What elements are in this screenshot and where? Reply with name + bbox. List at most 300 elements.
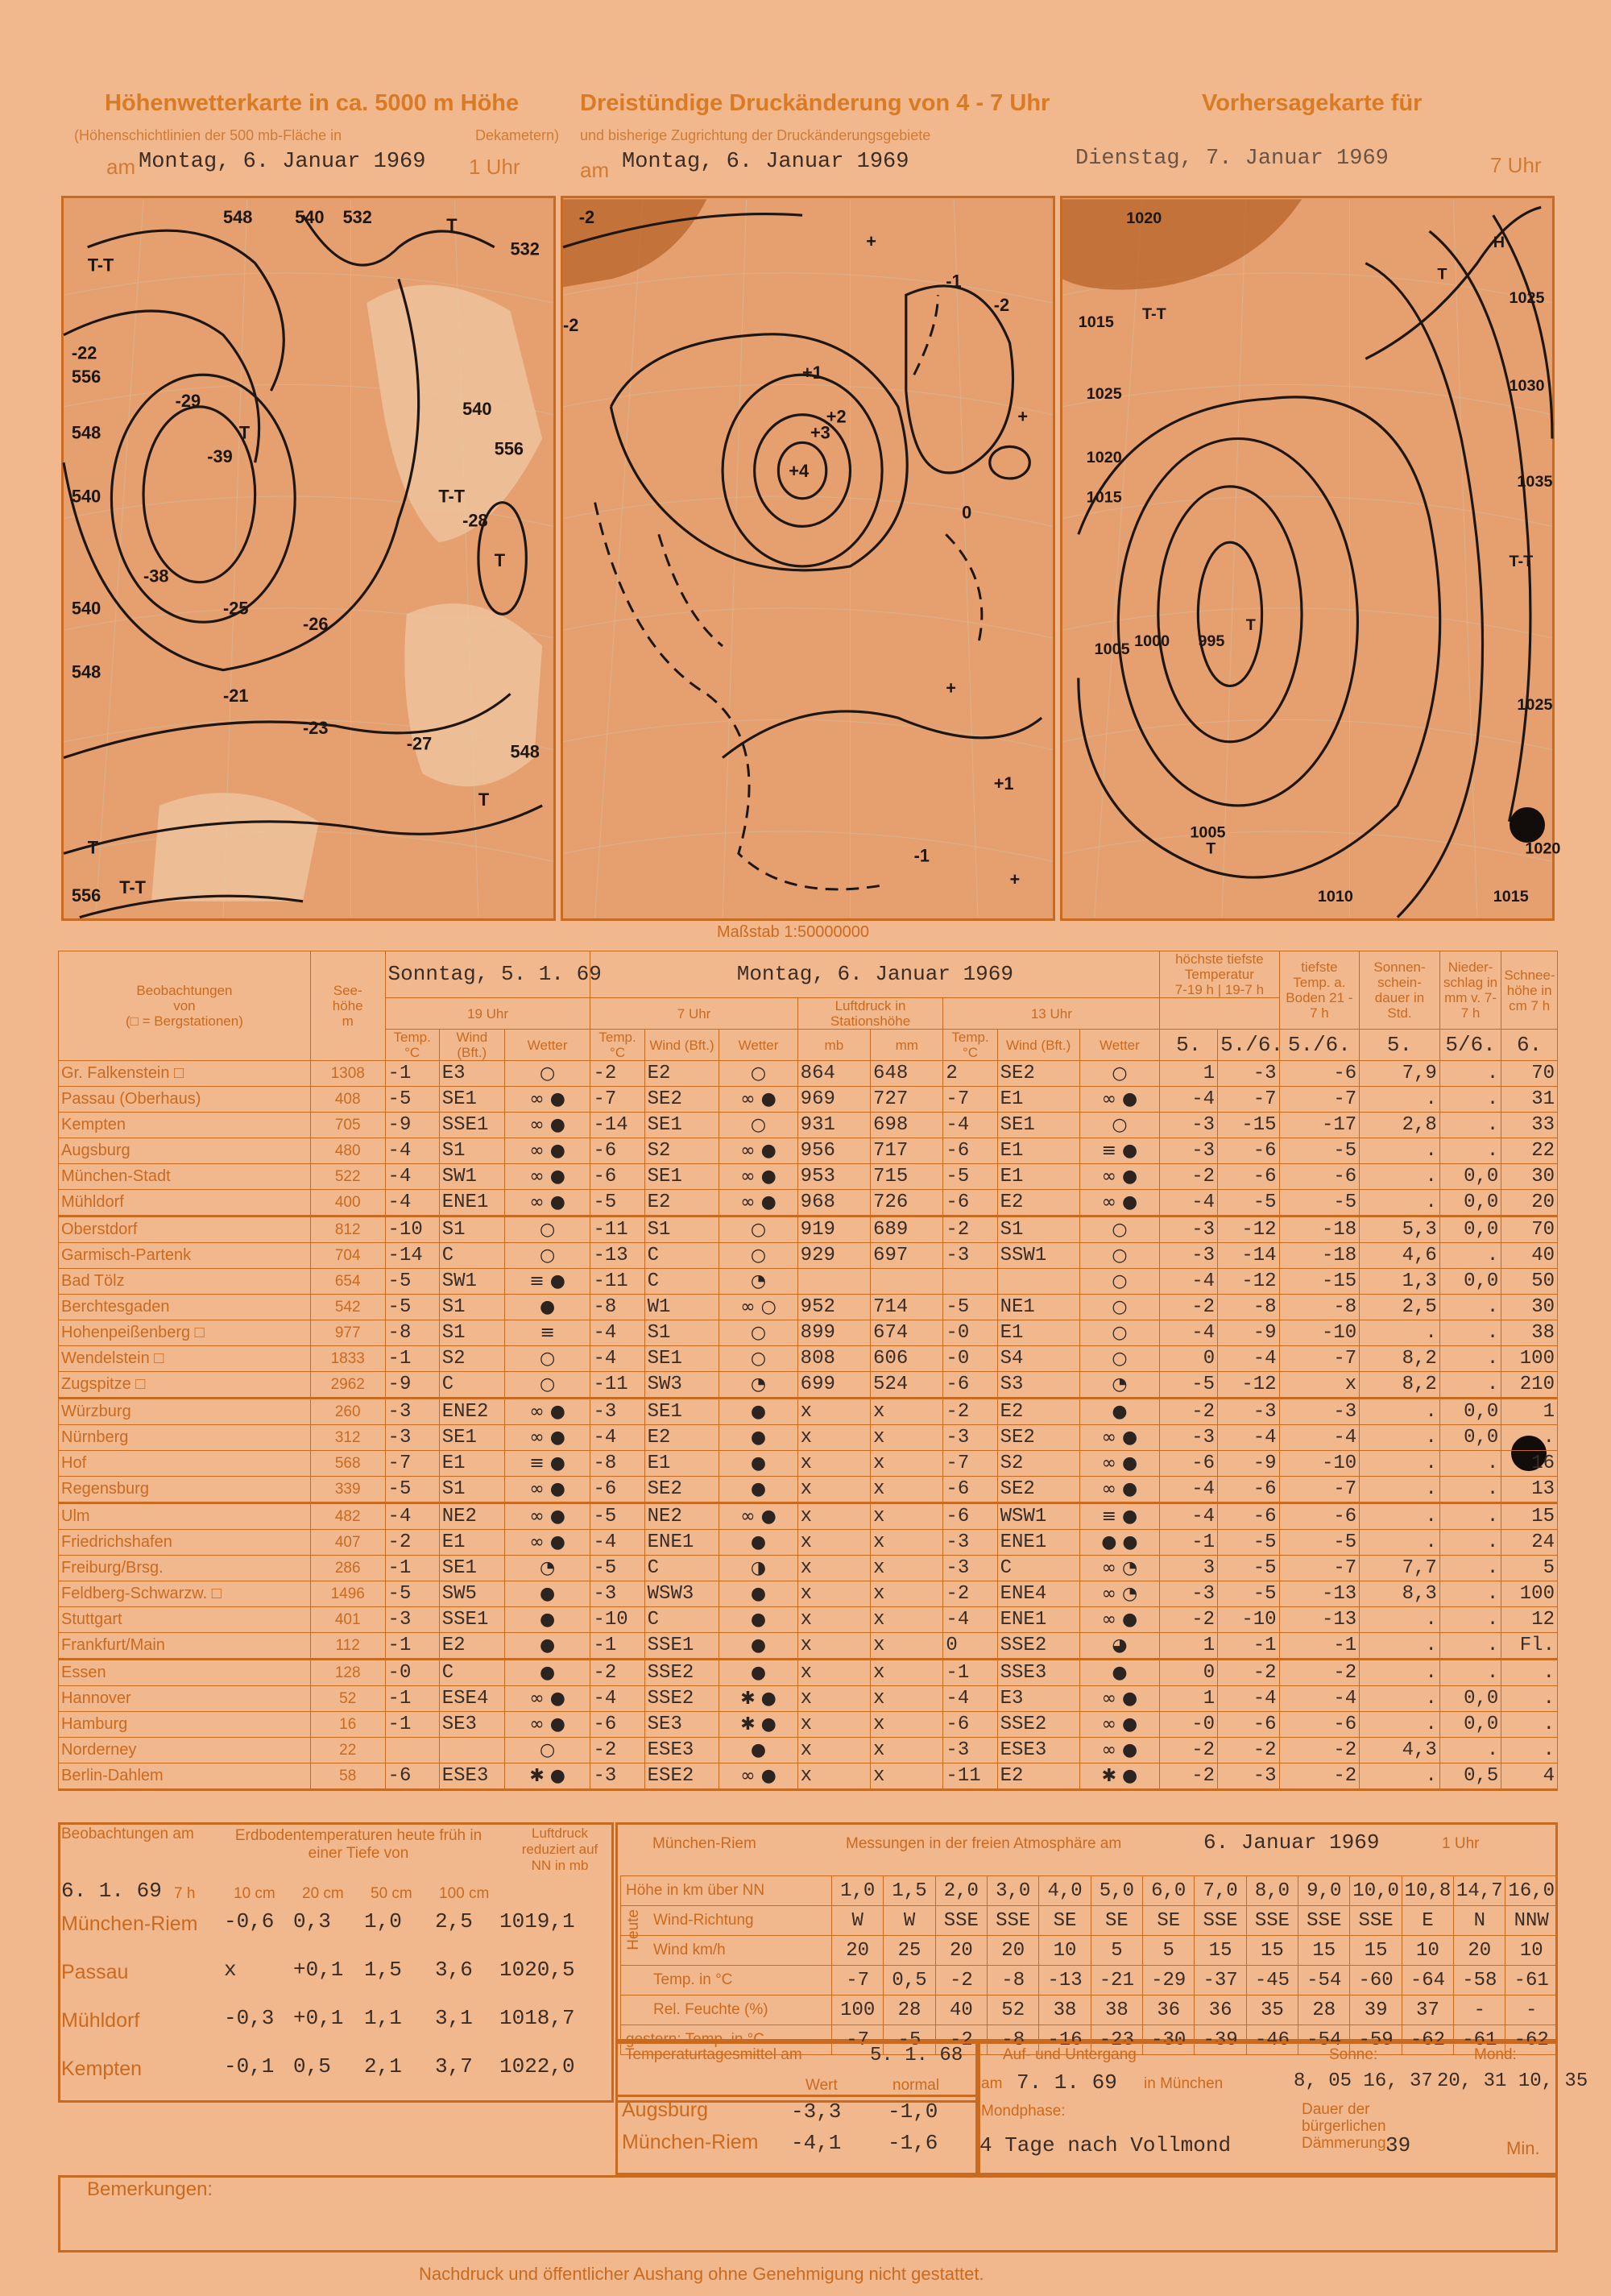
cell-station: Hannover (59, 1686, 311, 1712)
map-scale: Maßstab 1:50000000 (717, 923, 870, 941)
cell-p-mm (871, 1269, 943, 1295)
cell-p-mm: x (871, 1530, 943, 1556)
cell-tmax: -2 (1160, 1738, 1218, 1763)
cell-tmax: -2 (1160, 1164, 1218, 1190)
cell-snow: . (1501, 1712, 1558, 1738)
cell-wx7: ● (719, 1425, 797, 1451)
atmos-value: 38 (1091, 1996, 1142, 2025)
cell-snow: . (1501, 1660, 1558, 1686)
atmos-value: -2 (935, 2025, 987, 2055)
atmos-value: 35 (1246, 1996, 1298, 2025)
cell-wind7: ESE3 (644, 1738, 719, 1763)
cell-snow: 50 (1501, 1269, 1558, 1295)
cell-tmax: -2 (1160, 1763, 1218, 1790)
svg-text:T-T: T-T (87, 255, 114, 276)
cell-t7: -3 (590, 1399, 644, 1425)
svg-text:+: + (866, 230, 877, 251)
svg-text:+: + (946, 678, 957, 698)
cell-elevation: 260 (310, 1399, 385, 1425)
cell-p-mb: x (797, 1686, 870, 1712)
cell-tground: -10 (1279, 1320, 1360, 1346)
ground-value: -0,6 (224, 1909, 275, 1933)
cell-wind7: NE2 (644, 1503, 719, 1530)
svg-text:1020: 1020 (1126, 209, 1162, 228)
cell-wx7: ∞ ● (719, 1087, 797, 1113)
cell-station: Nürnberg (59, 1425, 311, 1451)
cell-wind13: E2 (997, 1190, 1079, 1216)
ground-value: 3,7 (435, 2054, 473, 2078)
cell-elevation: 312 (310, 1425, 385, 1451)
atmos-value: -7 (832, 2025, 884, 2055)
atmos-value: SSE (935, 1906, 987, 1936)
cell-snow: 33 (1501, 1113, 1558, 1138)
cell-t13: -7 (943, 1087, 997, 1113)
atmos-value: -8 (988, 2025, 1039, 2055)
cell-t13 (943, 1269, 997, 1295)
table-row (59, 1763, 1558, 1790)
atmos-height: 4,0 (1039, 1876, 1091, 1906)
cell-station: Hohenpeißenberg □ (59, 1320, 311, 1346)
cell-t19: -14 (385, 1243, 439, 1269)
atmos-value: SSE (1298, 1906, 1350, 1936)
cell-tmin: -5 (1218, 1530, 1279, 1556)
cell-tground: -6 (1279, 1061, 1360, 1087)
atmos-height: 16,0 (1505, 1876, 1558, 1906)
cell-wind13: ESE3 (997, 1738, 1079, 1763)
cell-wx7: ● (719, 1607, 797, 1633)
cell-p-mm: x (871, 1712, 943, 1738)
svg-text:1000: 1000 (1134, 632, 1170, 650)
cell-p-mb: 956 (797, 1138, 870, 1164)
cell-p-mb: x (797, 1607, 870, 1633)
svg-text:T: T (494, 549, 506, 570)
hdr-niederschlag: Nieder-schlag in mm v. 7-7 h (1439, 951, 1501, 1030)
atmos-value: -45 (1246, 1966, 1298, 1996)
ground-value: 1,5 (364, 1958, 402, 1982)
cell-t19: -4 (385, 1190, 439, 1216)
cell-p-mm: x (871, 1556, 943, 1581)
cell-precip: 0,0 (1439, 1712, 1501, 1738)
cell-tmax: 1 (1160, 1633, 1218, 1660)
cell-wind7: SE1 (644, 1164, 719, 1190)
cell-wind7: W1 (644, 1295, 719, 1320)
remarks-label: Bemerkungen: (87, 2178, 213, 2200)
ground-value: 1019,1 (499, 1909, 575, 1933)
svg-text:-2: -2 (578, 207, 595, 228)
cell-wx19: ● (504, 1581, 590, 1607)
cell-elevation: 482 (310, 1503, 385, 1530)
cell-t19: -8 (385, 1320, 439, 1346)
cell-wx7: ✱ ● (719, 1686, 797, 1712)
cell-wind13: SSW1 (997, 1243, 1079, 1269)
cell-snow: . (1501, 1425, 1558, 1451)
cell-sunshine: 5,3 (1360, 1216, 1440, 1243)
cell-tmax: -0 (1160, 1712, 1218, 1738)
cell-p-mb: 919 (797, 1216, 870, 1243)
cell-tground: -18 (1279, 1216, 1360, 1243)
cell-wind13: ENE1 (997, 1530, 1079, 1556)
pressure-change-map (561, 196, 1055, 921)
cell-sunshine: . (1360, 1190, 1440, 1216)
cell-t7: -7 (590, 1087, 644, 1113)
cell-wind19: NE2 (439, 1503, 504, 1530)
cell-tmin: -9 (1218, 1320, 1279, 1346)
cell-wx19: ∞ ● (504, 1113, 590, 1138)
cell-snow: 210 (1501, 1372, 1558, 1399)
table-row (59, 1320, 1558, 1346)
cell-wind19: S1 (439, 1320, 504, 1346)
cell-t7: -4 (590, 1530, 644, 1556)
cell-p-mm: 698 (871, 1113, 943, 1138)
cell-t19: -3 (385, 1399, 439, 1425)
cell-t7: -3 (590, 1581, 644, 1607)
cell-p-mb: x (797, 1660, 870, 1686)
cell-wind19: SSE1 (439, 1607, 504, 1633)
atmos-value: -37 (1195, 1966, 1246, 1996)
cell-precip: 0,0 (1439, 1425, 1501, 1451)
atmos-value: -21 (1091, 1966, 1142, 1996)
cell-wx13: ✱ ● (1079, 1763, 1160, 1790)
atmos-value: -13 (1039, 1966, 1091, 1996)
cell-elevation: 542 (310, 1295, 385, 1320)
cell-wx19: ∞ ● (504, 1138, 590, 1164)
depth-100: 100 cm (439, 1885, 490, 1902)
cell-t19: -3 (385, 1425, 439, 1451)
cell-wx19: ● (504, 1295, 590, 1320)
ground-station: Passau (61, 1961, 129, 1983)
hdr-elevation: See- höhe m (310, 951, 385, 1061)
table-row (59, 1556, 1558, 1581)
cell-elevation: 408 (310, 1087, 385, 1113)
cell-wind19: S1 (439, 1295, 504, 1320)
moon-label: Mond: (1474, 2046, 1517, 2063)
sun-place: in München (1144, 2075, 1224, 2092)
cell-wx7: ● (719, 1581, 797, 1607)
cell-tmin: -5 (1218, 1556, 1279, 1581)
cell-t19: -4 (385, 1164, 439, 1190)
atmos-value: 5 (1091, 1936, 1142, 1966)
hdr-station: Beobachtungen von (□ = Bergstationen) (59, 951, 311, 1061)
cell-tmax: -4 (1160, 1269, 1218, 1295)
cell-wind7: WSW3 (644, 1581, 719, 1607)
svg-text:1005: 1005 (1190, 823, 1226, 842)
cell-precip: 0,0 (1439, 1216, 1501, 1243)
svg-text:T: T (1437, 265, 1447, 284)
cell-t13: -0 (943, 1346, 997, 1372)
cell-t19: -10 (385, 1216, 439, 1243)
cell-wind19: ESE3 (439, 1763, 504, 1790)
cell-tmin: -3 (1218, 1763, 1279, 1790)
cell-tmin: -6 (1218, 1164, 1279, 1190)
cell-tground: -18 (1279, 1243, 1360, 1269)
cell-wind19: SE1 (439, 1425, 504, 1451)
cell-p-mm: 714 (871, 1295, 943, 1320)
cell-sunshine: . (1360, 1087, 1440, 1113)
cell-tground: -8 (1279, 1295, 1360, 1320)
cell-wind13: C (997, 1556, 1079, 1581)
cell-tmin: -6 (1218, 1503, 1279, 1530)
cell-p-mm: x (871, 1738, 943, 1763)
cell-wind13: S4 (997, 1346, 1079, 1372)
svg-text:532: 532 (510, 238, 540, 259)
cell-t13: -2 (943, 1216, 997, 1243)
hdr-schneehoehe: Schnee-höhe in cm 7 h (1501, 951, 1558, 1030)
cell-t19: -1 (385, 1712, 439, 1738)
cell-wx13: ● (1079, 1399, 1160, 1425)
atmos-value: -16 (1039, 2025, 1091, 2055)
cell-precip: . (1439, 1503, 1501, 1530)
cell-t13: -3 (943, 1738, 997, 1763)
atmos-value: -23 (1091, 2025, 1142, 2055)
cell-p-mb: x (797, 1451, 870, 1477)
cell-wx7: ○ (719, 1320, 797, 1346)
daemmerung-label: Dauer der bürgerlichen Dämmerung: (1302, 2101, 1390, 2152)
cell-tmax: -4 (1160, 1503, 1218, 1530)
atmos-row (621, 1936, 1558, 1966)
cell-tmax: -3 (1160, 1243, 1218, 1269)
cell-station: Feldberg-Schwarzw. □ (59, 1581, 311, 1607)
cell-wind7: SSE2 (644, 1686, 719, 1712)
svg-text:-39: -39 (207, 446, 233, 467)
cell-sunshine: 7,9 (1360, 1061, 1440, 1087)
atmos-value: 0,5 (884, 1966, 935, 1996)
cell-wind13: SSE2 (997, 1633, 1079, 1660)
cell-wx13: ○ (1079, 1346, 1160, 1372)
table-row (59, 1399, 1558, 1425)
cell-sunshine: 1,3 (1360, 1269, 1440, 1295)
hdr-temp: Temp. °C (385, 1030, 439, 1061)
atmos-value: 36 (1195, 1996, 1246, 2025)
hdr-sonnenschein: Sonnen-schein-dauer in Std. (1360, 951, 1440, 1030)
moonphase-label: Mondphase: (981, 2103, 1066, 2120)
cell-tground: -6 (1279, 1712, 1360, 1738)
cell-p-mm: 674 (871, 1320, 943, 1346)
atmos-value: SSE (1350, 1906, 1402, 1936)
svg-text:556: 556 (71, 885, 101, 906)
atmos-value: 36 (1143, 1996, 1195, 2025)
cell-t19: -1 (385, 1633, 439, 1660)
cell-t19: -3 (385, 1607, 439, 1633)
tagesmittel-hdr-wert: Wert (806, 2077, 838, 2094)
sun-title: Auf- und Untergang (1003, 2046, 1137, 2063)
cell-wind13: E2 (997, 1763, 1079, 1790)
map1-subtitle: (Höhenschichtlinien der 500 mb-Fläche in (74, 127, 342, 143)
atmos-value: -61 (1454, 2025, 1505, 2055)
table-row (59, 1216, 1558, 1243)
cell-wind7: E2 (644, 1061, 719, 1087)
cell-wx7: ○ (719, 1243, 797, 1269)
cell-elevation: 654 (310, 1269, 385, 1295)
cell-tmax: 0 (1160, 1346, 1218, 1372)
hdr-temp: Temp. °C (943, 1030, 997, 1061)
cell-wx19: ● (504, 1660, 590, 1686)
cell-tmax: -3 (1160, 1216, 1218, 1243)
cell-tground: -13 (1279, 1607, 1360, 1633)
cell-wind7: C (644, 1243, 719, 1269)
cell-t7: -6 (590, 1138, 644, 1164)
cell-precip: . (1439, 1477, 1501, 1503)
svg-text:540: 540 (295, 207, 325, 228)
cell-station: Bad Tölz (59, 1269, 311, 1295)
cell-t7: -3 (590, 1763, 644, 1790)
cell-wind19: SSE1 (439, 1113, 504, 1138)
cell-snow: 16 (1501, 1451, 1558, 1477)
cell-precip: . (1439, 1451, 1501, 1477)
cell-t7: -5 (590, 1556, 644, 1581)
cell-t19: -2 (385, 1530, 439, 1556)
cell-elevation: 977 (310, 1320, 385, 1346)
cell-wind19: S1 (439, 1216, 504, 1243)
svg-text:556: 556 (71, 367, 101, 388)
cell-p-mm: 697 (871, 1243, 943, 1269)
svg-text:T-T: T-T (1509, 552, 1534, 570)
cell-t19: -9 (385, 1372, 439, 1399)
cell-tmin: -4 (1218, 1425, 1279, 1451)
cell-wx7: ∞ ○ (719, 1295, 797, 1320)
cell-wind13: SE2 (997, 1477, 1079, 1503)
cell-wx7: ∞ ● (719, 1164, 797, 1190)
cell-wx13: ○ (1079, 1320, 1160, 1346)
cell-wx13: ∞ ● (1079, 1190, 1160, 1216)
cell-snow: . (1501, 1738, 1558, 1763)
cell-wx7: ◔ (719, 1269, 797, 1295)
sun-label: Sonne: (1329, 2046, 1378, 2063)
svg-text:1020: 1020 (1086, 449, 1122, 467)
hdr-13-uhr: 13 Uhr (943, 998, 1160, 1030)
hdr-date-6: 6. (1501, 1030, 1558, 1061)
svg-text:548: 548 (223, 207, 253, 228)
upper-air-map-svg (64, 198, 553, 918)
cell-wind13: ENE4 (997, 1581, 1079, 1607)
atmos-value: -7 (832, 1966, 884, 1996)
cell-tground: -13 (1279, 1581, 1360, 1607)
cell-p-mm: 717 (871, 1138, 943, 1164)
cell-wind19: SE3 (439, 1712, 504, 1738)
cell-wind7: S1 (644, 1320, 719, 1346)
cell-wx19: ∞ ● (504, 1503, 590, 1530)
svg-text:+4: +4 (789, 460, 810, 481)
ground-value: 0,5 (293, 2054, 331, 2078)
cell-t7: -11 (590, 1269, 644, 1295)
cell-station: Norderney (59, 1738, 311, 1763)
table-row (59, 1346, 1558, 1372)
cell-wx19: ∞ ● (504, 1477, 590, 1503)
svg-text:-27: -27 (406, 733, 433, 754)
cell-tmin: -12 (1218, 1372, 1279, 1399)
atmos-value: E (1402, 1906, 1453, 1936)
atmos-value: -62 (1402, 2025, 1453, 2055)
cell-wx19: ≡ ● (504, 1451, 590, 1477)
map2-date: Montag, 6. Januar 1969 (622, 150, 909, 174)
cell-sunshine: 2,5 (1360, 1295, 1440, 1320)
cell-t19: -4 (385, 1503, 439, 1530)
cell-elevation: 522 (310, 1164, 385, 1190)
cell-precip: . (1439, 1581, 1501, 1607)
atmos-value: -2 (935, 1966, 987, 1996)
cell-t19: -1 (385, 1686, 439, 1712)
cell-wx7: ∞ ● (719, 1763, 797, 1790)
atmos-value: SSE (988, 1906, 1039, 1936)
cell-sunshine: 4,6 (1360, 1243, 1440, 1269)
table-row (59, 1477, 1558, 1503)
cell-precip: . (1439, 1113, 1501, 1138)
cell-t13: -0 (943, 1320, 997, 1346)
cell-t19: -5 (385, 1087, 439, 1113)
cell-wx7: ● (719, 1660, 797, 1686)
hdr-wetter: Wetter (504, 1030, 590, 1061)
atmos-date: 6. Januar 1969 (1203, 1830, 1380, 1855)
atmos-value: 10 (1505, 1936, 1558, 1966)
tagesmittel-hdr-normal: normal (892, 2077, 940, 2094)
cell-tground: -15 (1279, 1269, 1360, 1295)
svg-text:T-T: T-T (438, 486, 466, 507)
map2-date-prefix: am (580, 158, 610, 182)
svg-text:1020: 1020 (1525, 839, 1561, 858)
cell-p-mb: x (797, 1633, 870, 1660)
cell-sunshine: 8,2 (1360, 1372, 1440, 1399)
hdr-sunday: Sonntag, 5. 1. 69 (385, 951, 590, 998)
atmos-value: 37 (1402, 1996, 1453, 2025)
cell-station: Hof (59, 1451, 311, 1477)
atmos-height: 10,8 (1402, 1876, 1453, 1906)
cell-wind7: SE1 (644, 1399, 719, 1425)
cell-t7: -2 (590, 1738, 644, 1763)
cell-wx7: ● (719, 1451, 797, 1477)
cell-wx7: ● (719, 1399, 797, 1425)
map3-time: 7 Uhr (1490, 153, 1542, 177)
atmos-value: SSE (1246, 1906, 1298, 1936)
svg-text:1025: 1025 (1086, 384, 1122, 403)
cell-wind7: SE1 (644, 1113, 719, 1138)
atmos-value: - (1505, 1996, 1558, 2025)
cell-p-mb: 968 (797, 1190, 870, 1216)
cell-snow: 12 (1501, 1607, 1558, 1633)
tagesmittel-riem-normal: -1,6 (888, 2131, 938, 2155)
tagesmittel-riem-wert: -4,1 (791, 2131, 842, 2155)
cell-t7: -2 (590, 1061, 644, 1087)
cell-wx13: ○ (1079, 1243, 1160, 1269)
svg-text:T: T (87, 837, 99, 858)
atmos-value: 15 (1350, 1936, 1402, 1966)
cell-t7: -6 (590, 1164, 644, 1190)
cell-snow: 15 (1501, 1503, 1558, 1530)
cell-precip: . (1439, 1660, 1501, 1686)
tagesmittel-date: 5. 1. 68 (870, 2045, 963, 2066)
table-row (59, 1372, 1558, 1399)
cell-station: Berchtesgaden (59, 1295, 311, 1320)
cell-sunshine: 2,8 (1360, 1113, 1440, 1138)
cell-wind19: E3 (439, 1061, 504, 1087)
cell-t7: -5 (590, 1503, 644, 1530)
atmos-value: 38 (1039, 1996, 1091, 2025)
tagesmittel-station-augsburg: Augsburg (622, 2099, 709, 2121)
cell-wx13: ○ (1079, 1061, 1160, 1087)
cell-wind19: C (439, 1372, 504, 1399)
cell-wind19: S2 (439, 1346, 504, 1372)
cell-snow: 5 (1501, 1556, 1558, 1581)
cell-sunshine: . (1360, 1451, 1440, 1477)
cell-sunshine: . (1360, 1477, 1440, 1503)
cell-snow: 40 (1501, 1243, 1558, 1269)
cell-sunshine: . (1360, 1660, 1440, 1686)
cell-wx19: ✱ ● (504, 1763, 590, 1790)
cell-t7: -13 (590, 1243, 644, 1269)
cell-wind19: S1 (439, 1138, 504, 1164)
cell-wx7: ● (719, 1738, 797, 1763)
cell-precip: 0,0 (1439, 1686, 1501, 1712)
cell-t7: -5 (590, 1190, 644, 1216)
cell-p-mm: x (871, 1399, 943, 1425)
